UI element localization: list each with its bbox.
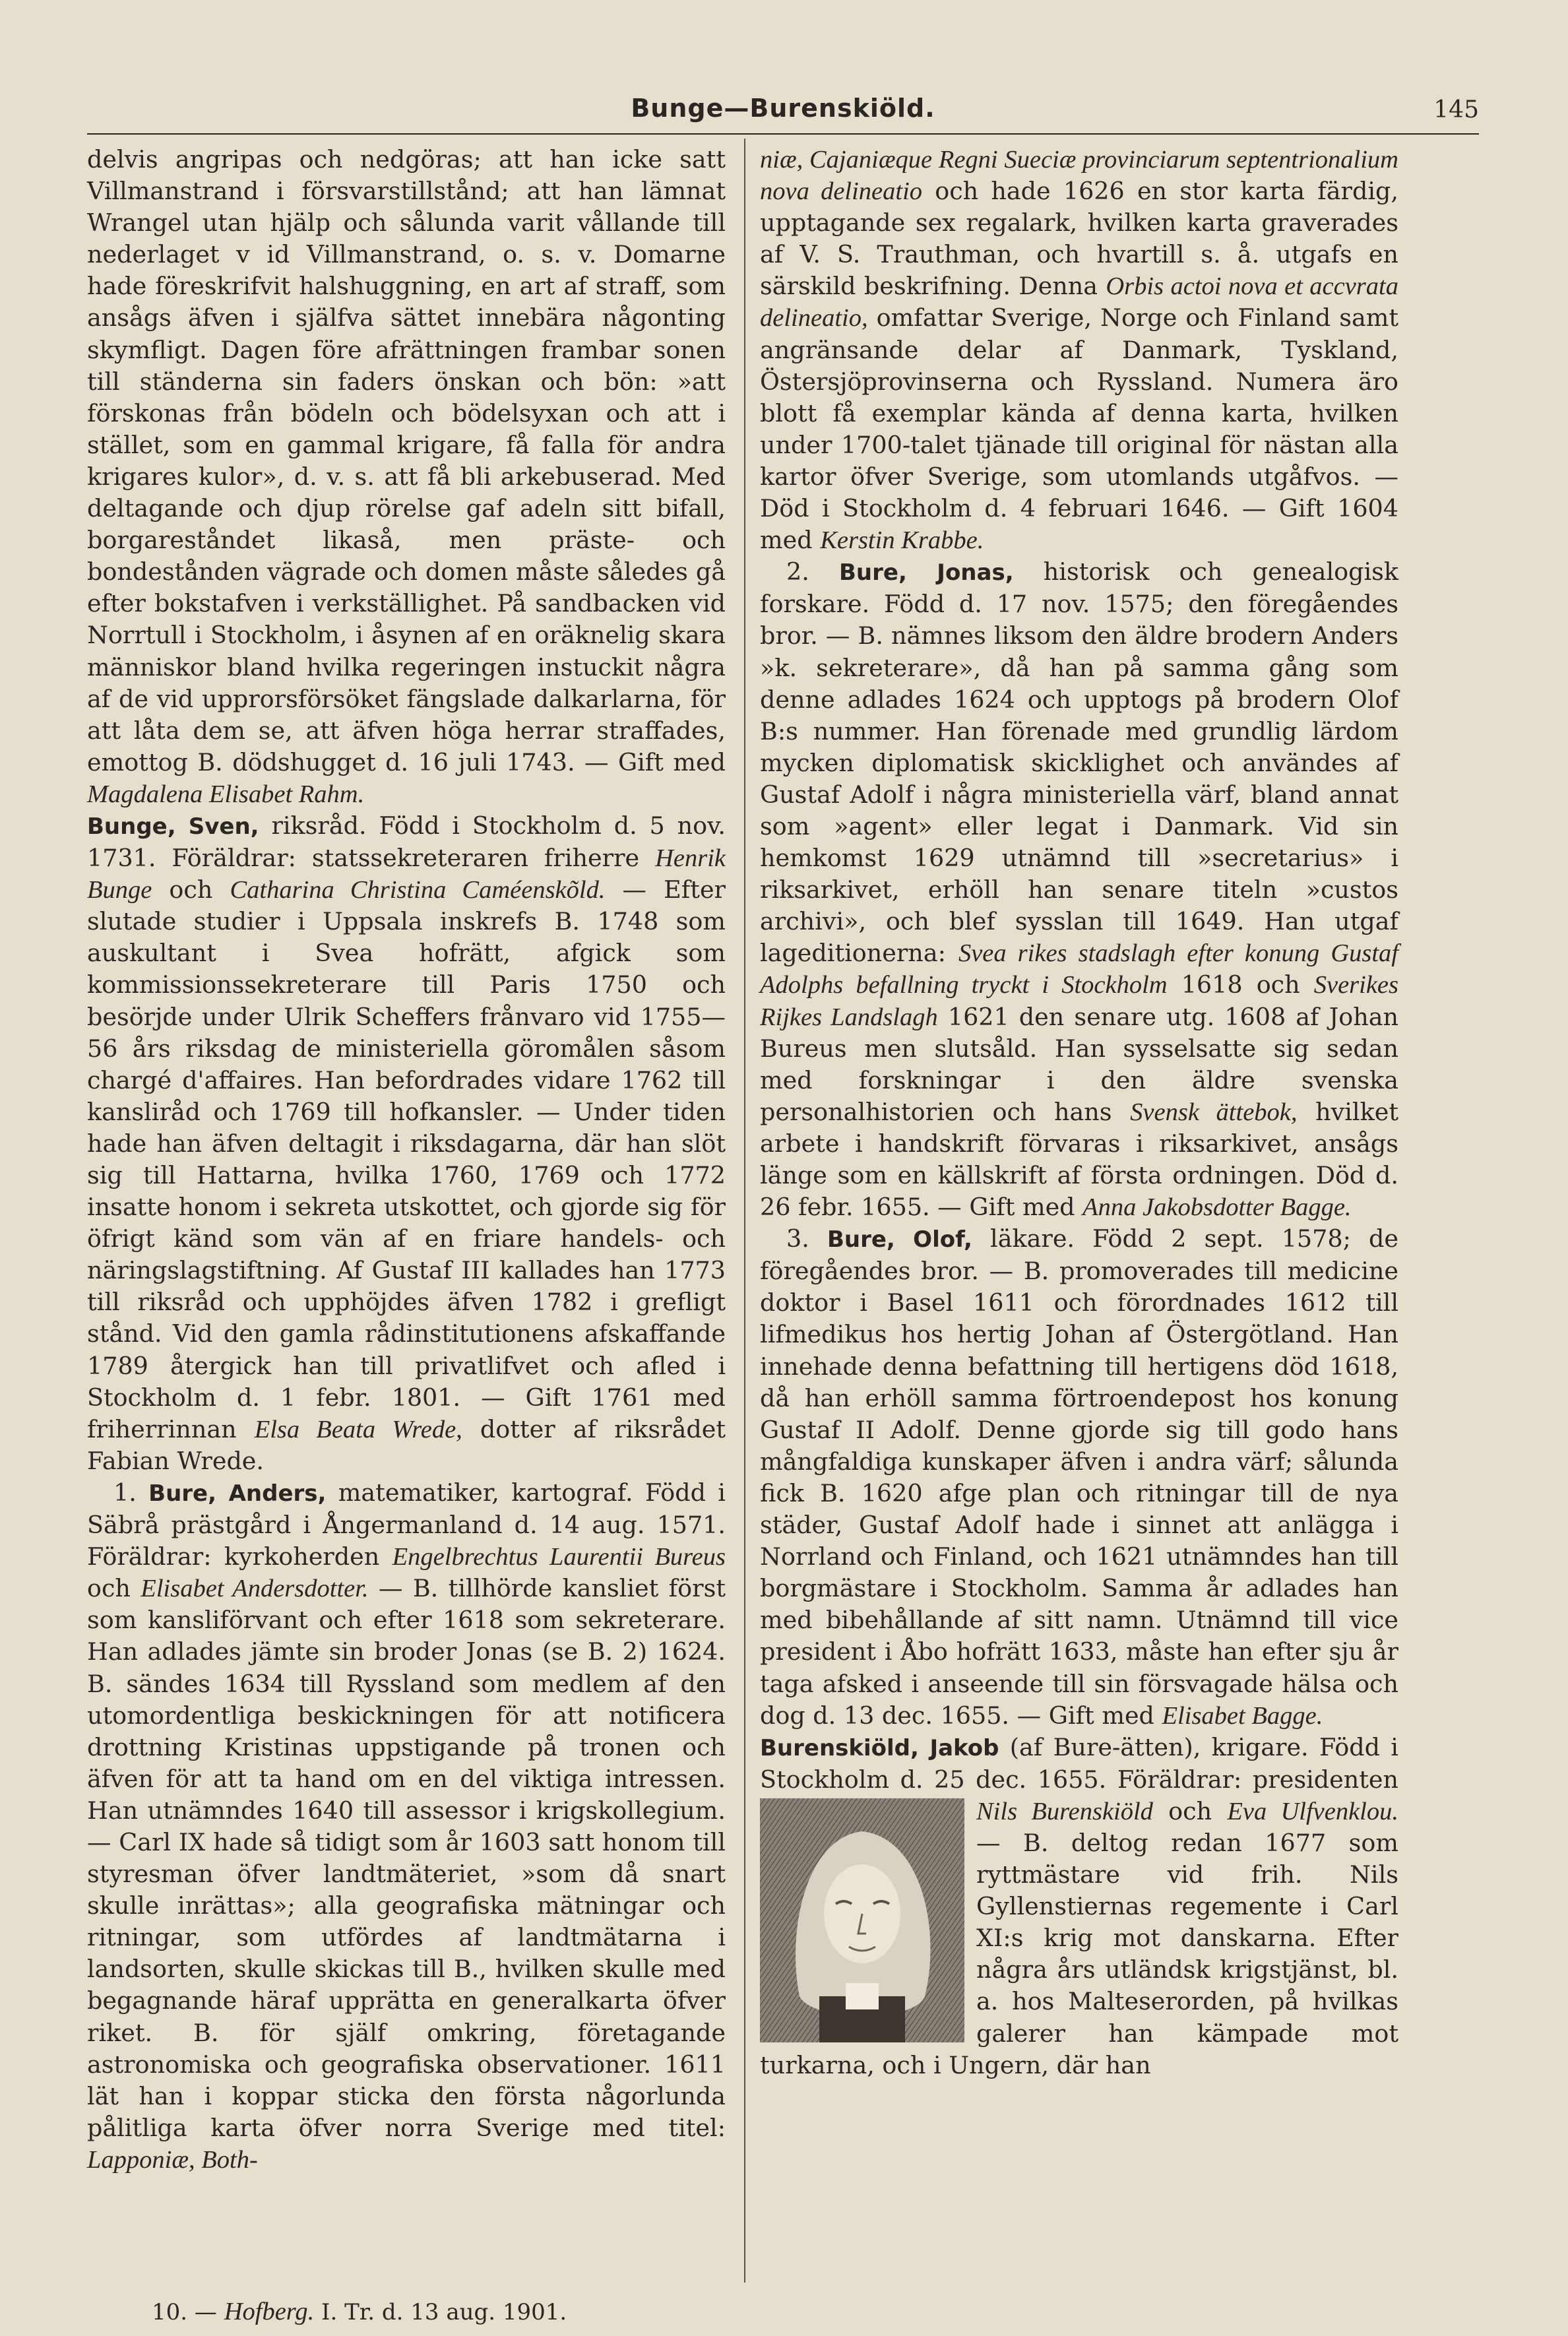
person-name: Henrik Bunge — [87, 844, 726, 904]
entry-bure-jonas — [760, 556, 1398, 1223]
portrait-figure — [760, 1798, 964, 2042]
publisher-name: Hofberg. — [224, 2298, 315, 2325]
print-date: I. Tr. d. 13 aug. 1901. — [314, 2299, 567, 2325]
entry-bunge-sven — [87, 810, 726, 1477]
column-divider — [744, 139, 745, 2283]
paragraph-text: läkare. Född 2 sept. 1578; de föregåendes bror. — B. promoverades till medicine doktor i Basel 1611 och förordnades 1612 till lifmedikus hos hertig Johan af Östergötland. Han innehade denna befattning till hertigens död 1618, då han erhöll samma förtroendepost hos konung Gustaf II Adolf. Denne gjorde sig till godo hans mångfaldiga kunskaper äfven i andra värf; sålunda fick B. 1620 afge plan och ritningar till de nya städer, Gustaf Adolf hade i sinnet att anlägga i Norrland och Finland, och 1621 utnämndes han till borgmästare i Stockholm. Samma år adlades han med bibehållande af sitt namn. Utnämnd till vice president i Åbo hofrätt 1633, måste han efter sju år taga afsked i anseende till sin försvagade hälsa och dog d. 13 dec. 1655. — Gift med — [760, 1224, 1398, 1730]
person-name: Magdalena Elisabet Rahm. — [87, 780, 365, 808]
entry-burenskiold-jakob — [760, 1732, 1398, 2081]
person-name: Engelbrechtus Laurentii Bureus — [392, 1543, 726, 1571]
work-title: Svea rikes stadslagh efter konung Gustaf Adolphs befallning tryckt i Stockholm — [760, 939, 1398, 999]
paragraph-text: matematiker, kartograf. Född i Säbrå prästgård i Ångermanland d. 14 aug. 1571. Föräldrar: kyrkoherden — [87, 1478, 726, 1571]
work-title: Sverikes Rijkes Landslagh — [760, 971, 1398, 1031]
person-name: Elisabet Andersdotter. — [141, 1575, 369, 1603]
entry-bure-anders-continued — [760, 144, 1398, 556]
paragraph-text: (af Bure-ätten), krigare. Född i Stockholm d. 25 dec. 1655. Föräldrar: presidenten — [760, 1732, 1398, 1794]
paragraph-text: och hade 1626 en stor karta färdig, upptagande sex regalark, hvilken karta graverades af V. S. Trauthman, och hvartill s. å. utgafs en särskild beskrifning. Denna — [760, 177, 1398, 301]
paragraph-text: 1618 och — [1167, 970, 1314, 999]
running-head: Bunge—Burenskiöld. — [631, 94, 935, 123]
left-column — [87, 144, 726, 2176]
paragraph-text: — Efter slutade studier i Uppsala inskrefs B. 1748 som auskultant i Svea hofrätt, afgick som kommissionssekreterare till Paris 1750 och besörjde under Ulrik Scheffers frånvaro vid 1755—56 års riksdag de ministeriella göromålen såsom chargé d'affaires. Han befordrades vidare 1762 till kansliråd och 1769 till hofkansler. — Under tiden hade han äfven deltagit i riksdagarna, där han slöt sig till Hattarna, hvilka 1760, 1769 och 1772 insatte honom i sekreta utskottet, och gjorde sig för öfrigt känd som vän af en friare handels- och näringslagstiftning. Af Gustaf III kallades han 1773 till riksråd och upphöjdes äfven 1782 i grefligt stånd. Vid den gamla rådinstitutionens afskaffande 1789 återgick han till privatlifvet och afled i Stockholm d. 1 febr. 1801. — Gift 1761 med friherrinnan — [87, 875, 726, 1443]
paragraph-text: och — [87, 1574, 141, 1603]
paragraph-text: — B. deltog redan 1677 som ryttmästare vid frih. Nils Gyllenstiernas regemente i Carl XI:s krig mot danskarna. Efter några års utländsk krigstjänst, bl. a. hos Malteserorden, på hvilkas galerer han kämpade mot turkarna, och i Ungern, där han — [760, 1828, 1398, 2079]
entry-number: 1. — [113, 1478, 137, 1507]
page-footer — [152, 2297, 567, 2326]
entry-bure-anders — [87, 1477, 726, 2176]
paragraph-text: omfattar Sverige, Norge och Finland samt angränsande delar af Danmark, Tyskland, Östersjöprovinserna och Ryssland. Numera äro blott få exemplar kända af denna karta, hvilken under 1700-talet tjänade till original för nästan alla kartor öfver Sverige, som utomlands utgåfvos. — Död i Stockholm d. 4 februari 1646. — Gift 1604 med — [760, 303, 1398, 555]
person-name: Eva Ulfvenklou. — [1227, 1797, 1398, 1825]
entry-heading: Bure, Jonas, — [839, 559, 1014, 586]
work-title: niæ, Cajaniæque Regni Sueciæ provinciarum septentrionalium nova delineatio — [760, 146, 1398, 206]
portrait-engraving — [760, 1798, 964, 2042]
paragraph-text: och — [152, 875, 230, 904]
entry-heading: Burenskiöld, Jakob — [760, 1734, 999, 1761]
paragraph-text: riksråd. Född i Stockholm d. 5 nov. 1731. Föräldrar: statssekreteraren friherre — [87, 811, 726, 873]
person-name: Elisabet Bagge. — [1162, 1701, 1323, 1730]
page-number: 145 — [1433, 96, 1479, 123]
entry-heading: Bure, Olof, — [827, 1226, 972, 1253]
paragraph-text: — B. tillhörde kansliet först som kansliförvant och efter 1618 som sekreterare. Han adlades jämte sin broder Jonas (se B. 2) 1624. B. sändes 1634 till Ryssland som medlem af den utomordentliga beskickningen för att notificera drottning Kristinas uppstigande på tronen och äfven för att ta hand om en del viktiga intressen. Han utnämndes 1640 till assessor i krigskollegium. — Carl IX hade så tidigt som år 1603 satt honom till styresman öfver landtmäteriet, »som då snart skulle inrättas»; alla geografiska mätningar och ritningar, som utfördes af landtmätarna i landsorten, skulle skickas till B., hvilken skulle med begagnande häraf upprätta en generalkarta öfver riket. B. för själf omkring, företagande astronomiska och geografiska observationer. 1611 lät han i koppar sticka den första någorlunda pålitliga karta öfver norra Sverige med titel: — [87, 1574, 726, 2142]
paragraph-text: dotter af riksrådet Fabian Wrede. — [87, 1414, 726, 1475]
paragraph-text: 1621 den senare utg. 1608 af Johan Bureus men slutsåld. Han sysselsatte sig sedan med forskningar i den äldre svenska personalhistorien och hans — [760, 1002, 1398, 1126]
entry-bunge-continued — [87, 144, 726, 810]
person-name: Nils Burenskiöld — [976, 1797, 1153, 1825]
paragraph-text: hvilket arbete i handskrift förvaras i riksarkivet, ansågs länge som en källskrift af första ordningen. Död d. 26 febr. 1655. — Gift med — [760, 1097, 1398, 1222]
work-title: Lapponiæ, Both- — [87, 2145, 258, 2174]
header-rule — [87, 133, 1479, 135]
person-name: Elsa Beata Wrede, — [254, 1415, 462, 1443]
work-title: Svensk ättebok, — [1130, 1098, 1298, 1126]
paragraph-text: historisk och genealogisk forskare. Född d. 17 nov. 1575; den föregåendes bror. — B. nämnes liksom den äldre brodern Anders »k. sekreterare», då han på samma gång som denne adlades 1624 och upptogs på brodern Olof B:s nummer. Han förenade med grundlig lärdom mycken diplomatisk skicklighet och användes af Gustaf Adolf i några ministeriella värf, bland annat som »agent» eller legat i Danmark. Vid sin hemkomst 1629 utnämnd till »secretarius» i riksarkivet, erhöll han senare titeln »custos archivi», och blef sysslan till 1649. Han utgaf lageditionerna: — [760, 557, 1398, 968]
entry-heading: Bure, Anders, — [148, 1480, 327, 1507]
entry-number: 2. — [786, 557, 809, 586]
person-name: Kerstin Krabbe. — [820, 526, 984, 555]
signature-mark: 10. — — [152, 2299, 224, 2325]
entry-number: 3. — [786, 1224, 809, 1253]
entry-bure-olof — [760, 1223, 1398, 1732]
person-name: Anna Jakobsdotter Bagge. — [1082, 1193, 1352, 1222]
paragraph-text: delvis angripas och nedgöras; att han icke satt Villmanstrand i försvarstillstånd; att han lämnat Wrangel utan hjälp och sålunda varit vållande till nederlaget v id Villmanstrand, o. s. v. Domarne hade föreskrifvit halshuggning, en art af straff, som ansågs äfven i själfva sättet innebära någonting skymfligt. Dagen före afrättningen frambar sonen till ständerna sin faders önskan och bön: »att förskonas från bödeln och bödelsyxan och att i stället, som en gammal krigare, få falla för andra krigares kulor», d. v. s. att få bli arkebuserad. Med deltagande och djup rörelse gaf adeln sitt bifall, borgareståndet likaså, men präste- och bondestånden vägrade och domen måste således gå efter bokstafven i verkställighet. På sandbacken vid Norrtull i Stockholm, i åsynen af en oräknelig skara människor bland hvilka regeringen instuckit några af de vid upprorsförsöket fängslade dalkarlarna, för att låta dem se, att äfven höga herrar straffades, emottog B. dödshugget d. 16 juli 1743. — Gift med — [87, 145, 726, 776]
paragraph-text: och — [1152, 1796, 1228, 1825]
right-column — [760, 144, 1398, 2081]
person-name: Catharina Christina Caméenskõld. — [230, 876, 606, 904]
entry-heading: Bunge, Sven, — [87, 813, 259, 840]
page-header — [87, 94, 1479, 133]
work-title: Orbis actoi nova et accvrata delineatio, — [760, 272, 1398, 332]
